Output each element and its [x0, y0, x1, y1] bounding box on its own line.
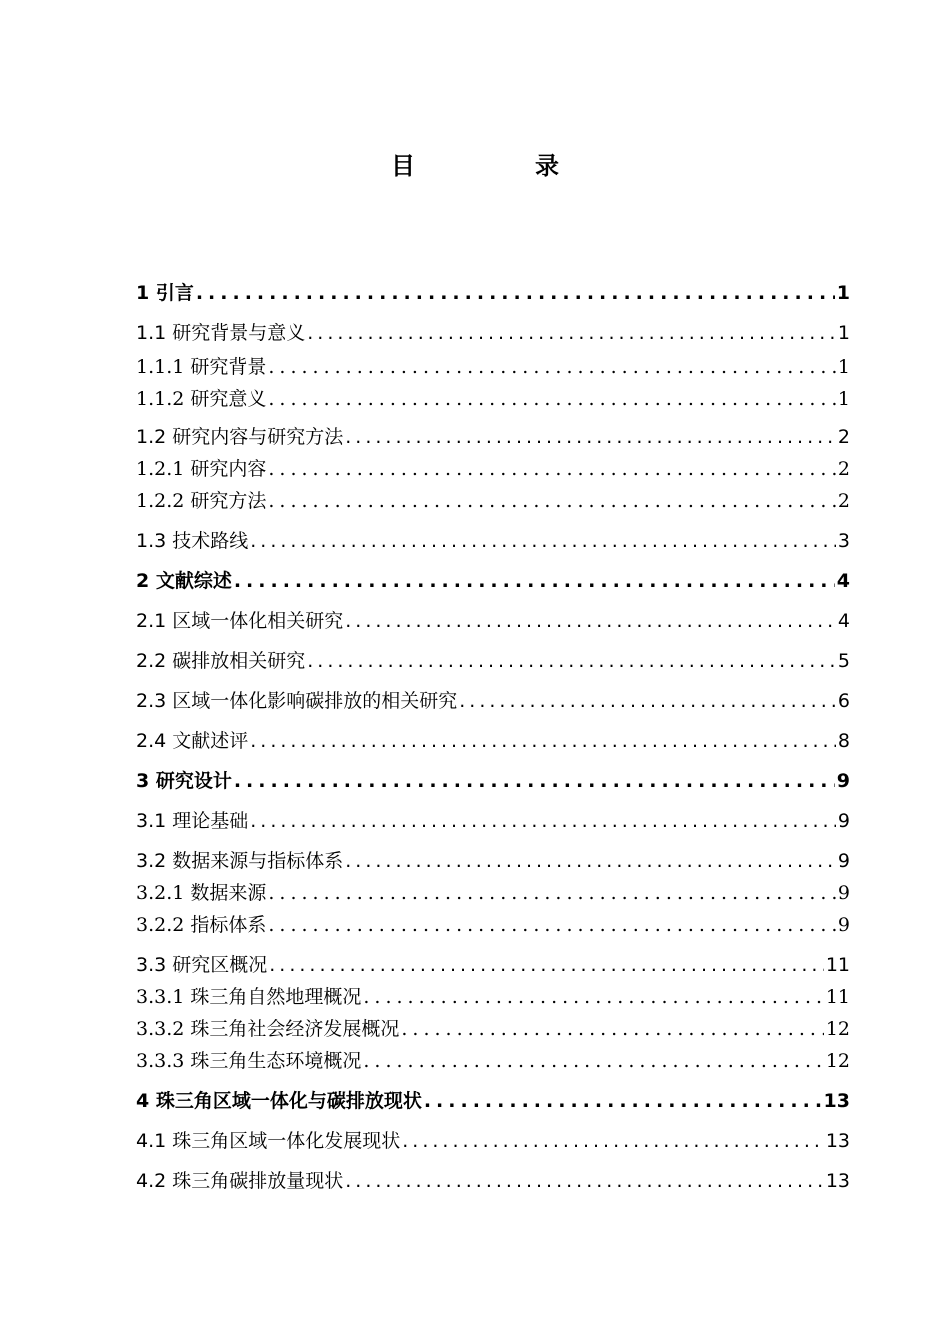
- dot-leader: [345, 424, 836, 450]
- toc-entry-3-3-2[interactable]: [136, 1016, 850, 1042]
- toc-entry-label: 3.2 数据来源与指标体系: [136, 850, 344, 872]
- toc-entry-3[interactable]: [136, 768, 850, 794]
- dot-leader: [459, 688, 836, 714]
- toc-entry-page: 13: [825, 1170, 850, 1192]
- toc-entry-2-3[interactable]: [136, 688, 850, 714]
- toc-entry-label: 3.3 研究区概况: [136, 954, 268, 976]
- toc-entry-label: 3.3.2 珠三角社会经济发展概况: [136, 1018, 400, 1040]
- dot-leader: [250, 808, 836, 834]
- toc-entry-label: 2 文献综述: [136, 570, 232, 592]
- toc-entry-page: 1: [837, 356, 850, 378]
- dot-leader: [250, 528, 836, 554]
- toc-entry-label: 4.1 珠三角区域一体化发展现状: [136, 1130, 401, 1152]
- toc-entry-label: 4 珠三角区域一体化与碳排放现状: [136, 1090, 422, 1112]
- dot-leader: [234, 568, 835, 594]
- toc-entry-page: 9: [837, 810, 850, 832]
- toc-entry-page: 13: [825, 1130, 850, 1152]
- dot-leader: [268, 354, 836, 380]
- toc-entry-page: 11: [825, 986, 850, 1008]
- toc-entry-page: 11: [825, 954, 850, 976]
- dot-leader: [268, 386, 836, 412]
- toc-entry-page: 1: [837, 322, 850, 344]
- toc-entry-2-2[interactable]: [136, 648, 850, 674]
- page-title: 目 录: [391, 152, 607, 180]
- toc-entry-page: 2: [837, 490, 850, 512]
- toc-entry-3-2-2[interactable]: [136, 912, 850, 938]
- toc-entry-label: 3.2.2 指标体系: [136, 914, 267, 936]
- toc-entry-page: 1: [837, 388, 850, 410]
- toc-entry-label: 1.2.1 研究内容: [136, 458, 267, 480]
- toc-entry-page: 2: [837, 458, 850, 480]
- dot-leader: [345, 1168, 824, 1194]
- toc-entry-page: 5: [837, 650, 850, 672]
- toc-entry-3-1[interactable]: [136, 808, 850, 834]
- toc-entry-label: 1.3 技术路线: [136, 530, 249, 552]
- toc-entry-label: 3.2.1 数据来源: [136, 882, 267, 904]
- toc-entry-1-2-1[interactable]: [136, 456, 850, 482]
- toc-entry-page: 8: [837, 730, 850, 752]
- toc-entry-3-2-1[interactable]: [136, 880, 850, 906]
- toc-entry-label: 2.3 区域一体化影响碳排放的相关研究: [136, 690, 458, 712]
- toc-entry-label: 3.3.3 珠三角生态环境概况: [136, 1050, 362, 1072]
- toc-entry-4-1[interactable]: [136, 1128, 850, 1154]
- toc-entry-1-2[interactable]: [136, 424, 850, 450]
- toc-entry-page: 12: [825, 1050, 850, 1072]
- toc-entry-label: 1.1.2 研究意义: [136, 388, 267, 410]
- toc-entry-label: 2.1 区域一体化相关研究: [136, 610, 344, 632]
- toc-entry-page: 3: [837, 530, 850, 552]
- toc-entry-page: 6: [837, 690, 850, 712]
- dot-leader: [424, 1088, 822, 1114]
- toc-entry-4[interactable]: [136, 1088, 850, 1114]
- toc-entry-2[interactable]: [136, 568, 850, 594]
- dot-leader: [401, 1016, 823, 1042]
- toc-entry-label: 4.2 珠三角碳排放量现状: [136, 1170, 344, 1192]
- toc-entry-page: 12: [825, 1018, 850, 1040]
- toc-entry-page: 9: [837, 882, 850, 904]
- toc-entry-1-1-1[interactable]: [136, 354, 850, 380]
- toc-entry-4-2[interactable]: [136, 1168, 850, 1194]
- toc-entry-3-3-3[interactable]: [136, 1048, 850, 1074]
- dot-leader: [363, 1048, 823, 1074]
- toc-entry-page: 9: [837, 914, 850, 936]
- dot-leader: [268, 488, 836, 514]
- dot-leader: [345, 608, 836, 634]
- dot-leader: [307, 648, 836, 674]
- toc-entry-1-2-2[interactable]: [136, 488, 850, 514]
- toc-entry-label: 1.2.2 研究方法: [136, 490, 267, 512]
- toc-entry-page: 9: [836, 770, 850, 792]
- dot-leader: [307, 320, 836, 346]
- dot-leader: [345, 848, 836, 874]
- toc-entry-page: 4: [836, 570, 850, 592]
- dot-leader: [402, 1128, 824, 1154]
- dot-leader: [268, 880, 836, 906]
- toc-entry-3-3-1[interactable]: [136, 984, 850, 1010]
- toc-entry-label: 1.2 研究内容与研究方法: [136, 426, 344, 448]
- toc-entry-3-2[interactable]: [136, 848, 850, 874]
- dot-leader: [234, 768, 835, 794]
- toc-entry-label: 3.3.1 珠三角自然地理概况: [136, 986, 362, 1008]
- toc-entry-label: 3.1 理论基础: [136, 810, 249, 832]
- toc-entry-1[interactable]: [136, 280, 850, 306]
- toc-entry-3-3[interactable]: [136, 952, 850, 978]
- toc-entry-label: 1 引言: [136, 282, 194, 304]
- toc-entry-label: 2.2 碳排放相关研究: [136, 650, 306, 672]
- toc-entry-1-1-2[interactable]: [136, 386, 850, 412]
- toc-entry-2-1[interactable]: [136, 608, 850, 634]
- toc-entry-label: 2.4 文献述评: [136, 730, 249, 752]
- dot-leader: [268, 456, 836, 482]
- toc-entry-1-1[interactable]: [136, 320, 850, 346]
- toc-entry-1-3[interactable]: [136, 528, 850, 554]
- toc-entry-page: 9: [837, 850, 850, 872]
- toc-entry-label: 1.1.1 研究背景: [136, 356, 267, 378]
- dot-leader: [250, 728, 836, 754]
- toc-entry-page: 13: [823, 1090, 850, 1112]
- toc-entry-label: 1.1 研究背景与意义: [136, 322, 306, 344]
- toc-entry-page: 4: [837, 610, 850, 632]
- toc-entry-page: 2: [837, 426, 850, 448]
- toc-entry-2-4[interactable]: [136, 728, 850, 754]
- dot-leader: [196, 280, 835, 306]
- dot-leader: [363, 984, 823, 1010]
- dot-leader: [269, 952, 824, 978]
- toc-entry-label: 3 研究设计: [136, 770, 232, 792]
- dot-leader: [268, 912, 836, 938]
- toc-entry-page: 1: [836, 282, 850, 304]
